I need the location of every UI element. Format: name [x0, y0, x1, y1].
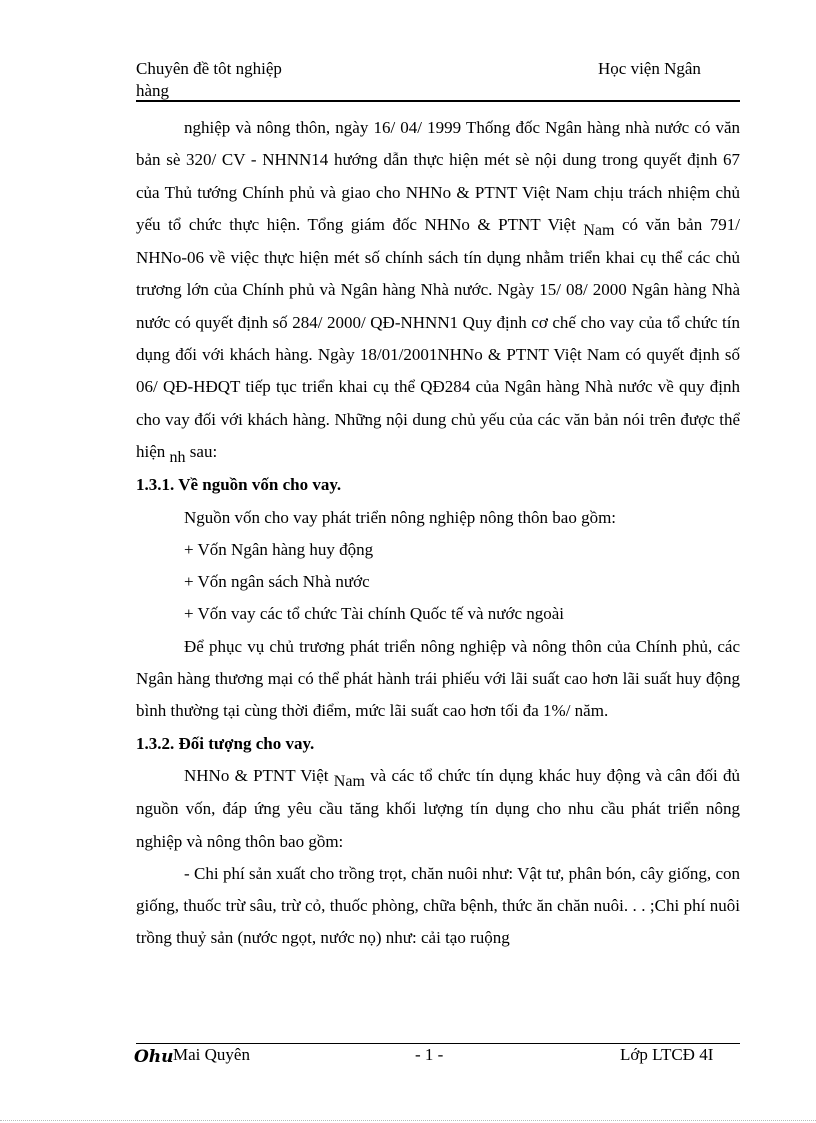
intro-subscript: Nam	[583, 221, 615, 239]
list-item: + Vốn vay các tổ chức Tài chính Quốc tế và nước ngoài	[184, 604, 565, 624]
intro-text-a: nghiệp và nông thôn, ngày 16/ 04/ 1999 Thống đốc Ngân hàng nhà nước có văn bản sè 320/ CV - NHNN14 hướng dẫn thực hiện mét sè nội dung trong quyết định 67 của Thủ tướng Chính phủ và giao cho NHNo & PTNT Việt Nam chịu trách nhiệm chủ yếu tổ chức thực hiện. Tổng giám đốc NHNo & PTNT Việt	[136, 118, 740, 234]
section-heading-2: 1.3.2. Đối tượng cho vay.	[136, 733, 315, 753]
footer-class: Lớp LTCĐ 4I	[620, 1045, 714, 1064]
section2-subscript: Nam	[333, 772, 365, 790]
footer-author: Mai Quyên	[173, 1045, 250, 1064]
list-item: + Vốn Ngân hàng huy động	[184, 539, 374, 559]
footer-signature: Ohu	[134, 1047, 174, 1067]
page-number: - 1 -	[415, 1045, 444, 1064]
header-left	[136, 58, 282, 102]
footer-rule	[136, 1043, 740, 1044]
section-heading-1: 1.3.1. Về nguồn vốn cho vay.	[136, 475, 342, 495]
header-title-line1: Chuyên đề tôt nghiệp	[136, 59, 282, 78]
list-item: + Vốn ngân sách Nhà nước	[184, 572, 370, 592]
section2-text-a: NHNo & PTNT Việt	[184, 765, 334, 785]
section2-paragraph-1	[136, 760, 740, 858]
header-rule	[136, 100, 740, 102]
header-right: Học viện Ngân	[598, 59, 701, 78]
intro-text-b: có văn bản 791/ NHNo-06 về việc thực hiện mét số chính sách tín dụng nhằm triển khai cụ thể các chủ trương lớn của Chính phủ và Ngân hàng Nhà nước. Ngày 15/ 08/ 2000 Ngân hàng Nhà nước có quyết định số 284/ 2000/ QĐ-NHNN1 Quy định cơ chế cho vay của tổ chức tín dụng đối với khách hàng. Ngày 18/01/2001NHNo & PTNT Việt Nam có quyết định số 06/ QĐ-HĐQT tiếp tục triển khai cụ thể QĐ284 của Ngân hàng Nhà nước về quy định cho vay đối với khách hàng. Những nội dung chủ yếu của các văn bản nói trên được thể hiện	[136, 214, 740, 461]
intro-paragraph	[136, 112, 740, 469]
header-title-line2: hàng	[136, 81, 170, 100]
intro-text-c: sau:	[185, 441, 218, 461]
section1-lead: Nguồn vốn cho vay phát triển nông nghiệp nông thôn bao gồm:	[184, 507, 617, 527]
section2-paragraph-2: - Chi phí sản xuất cho trồng trọt, chăn nuôi như: Vật tư, phân bón, cây giống, con giống, thuốc trừ sâu, trừ cỏ, thuốc phòng, chữa bệnh, thức ăn chăn nuôi. . . ;Chi phí nuôi trồng thuỷ sản (nước ngọt, nước nọ) như: cải tạo ruộng	[136, 863, 740, 948]
page-edge-divider	[0, 1120, 816, 1121]
body-content	[136, 112, 740, 955]
section1-paragraph: Để phục vụ chủ trương phát triển nông nghiệp và nông thôn của Chính phủ, các Ngân hàng thương mại có thể phát hành trái phiếu với lãi suất cao hơn lãi suất huy động bình thường tại cùng thời điểm, mức lãi suất cao hơn tối đa 1%/ năm.	[136, 636, 740, 721]
section2-text-b: và các tổ chức tín dụng khác huy động và cân đối đủ nguồn vốn, đáp ứng yêu cầu tăng khối lượng tín dụng cho nhu cầu phát triển nông nghiệp và nông thôn bao gồm:	[136, 765, 741, 851]
intro-subscript-2: nh	[169, 448, 186, 466]
